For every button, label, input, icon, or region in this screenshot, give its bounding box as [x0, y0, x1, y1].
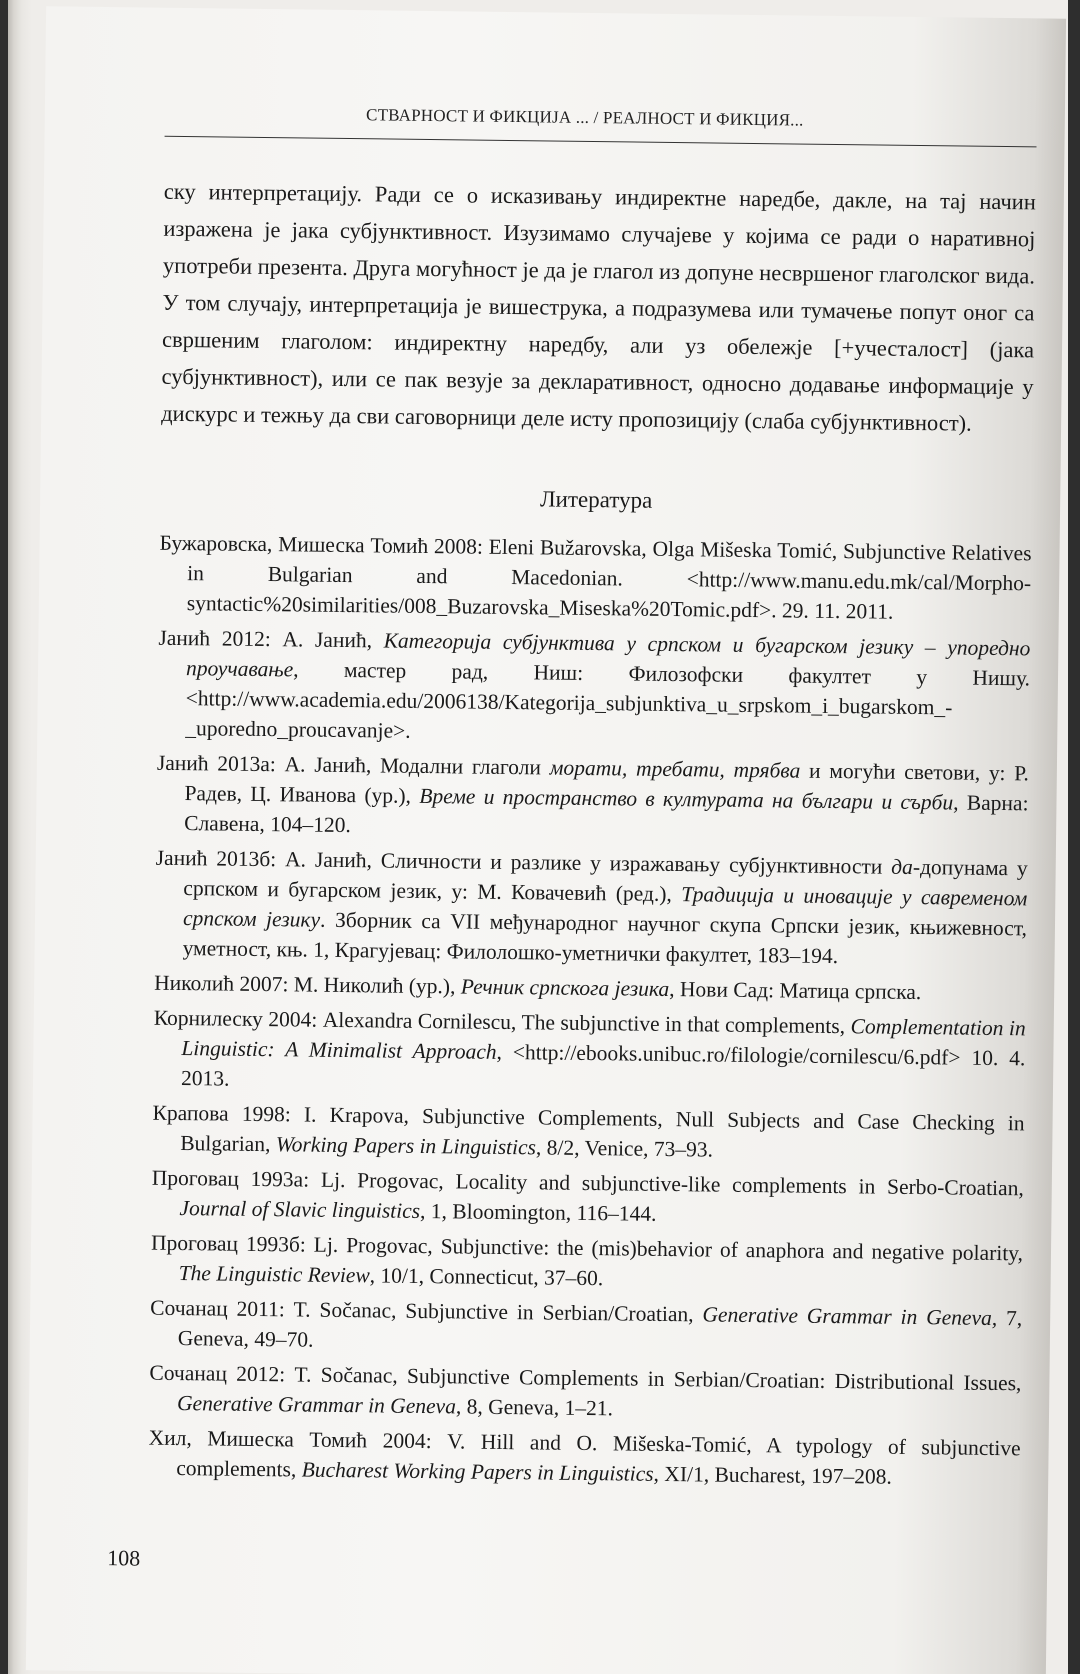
- reference-entry: Николић 2007: М. Николић (ур.), Речник српскога језика, Нови Сад: Матица српска.: [154, 970, 922, 1005]
- reference-entry: Проговац 1993а: Lj. Progovac, Locality and subjunctive-like complements in Serbo-Croatian, Journal of Slavic linguistics, 1, Bloomington, 116–144.: [151, 1165, 1024, 1226]
- reference-entry: Јанић 2013б: А. Јанић, Сличности и разлике у изражавању субјунктивности да-допунама у српском и бугарском језик, у: М. Ковачевић (ред.), Традиција и иновације у савременом српском језику. Зборник са VII међународног научног скупа Српски језик, књижевност, уметност, књ. 1, Крагујевац: Филолошко-уметнички факултет, 183–194.: [155, 845, 1028, 969]
- reference-entry: Корнилеску 2004: Alexandra Cornilescu, The subjunctive in that complements, Complementation in Linguistic: A Minimalist Approach, <http://ebooks.unibuc.ro/filologie/cornilescu/6.pdf> 10. 4. 2013.: [153, 1005, 1026, 1091]
- book-page: [26, 6, 1066, 1674]
- reference-entry: Јанић 2012: А. Јанић, Категорија субјунктива у српском и бугарском језику – упоредно проучавање, мастер рад, Ниш: Филозофски факултет у Нишу. <http://www.academia.edu/2006138/Kategorija_subjunktiva_u_srpskom_i_bugarskom_-_uporedno_proucavanje>.: [158, 625, 1031, 743]
- page-number: 108: [107, 1545, 141, 1571]
- body-paragraph: ску интерпретацију. Ради се о исказивању индиректне наредбе, дакле, на тај начин изражена је јака субјунктивност. Изузимамо случајеве у којима се ради о наративној употреби презента. Друга могућност је да је глагол из допуне несвршеног глаголског вида. У том случају, интерпретација је вишеструка, а подразумева или тумачење попут оног са свршеним глаголом: индиректну наредбу, али уз обележје [+учесталост] (јака субјунктивност), или се пак везује за декларативност, односно додавање информације у дискурс и тежњу да сви саговорници деле исту пропозицију (слаба субјунктивност).: [161, 178, 1036, 436]
- header-rule: [165, 136, 1037, 148]
- reference-entry: Сочанац 2011: T. Sočanac, Subjunctive in Serbian/Croatian, Generative Grammar in Geneva, 7, Geneva, 49–70.: [150, 1295, 1023, 1352]
- reference-entry: Јанић 2013а: А. Јанић, Модални глаголи морати, требати, трябва и могући светови, у: Р. Радев, Ц. Иванова (ур.), Време и пространство в културата на българи и сърби, Варна: Славена, 104–120.: [156, 750, 1030, 838]
- reference-entry: Бужаровска, Мишеска Томић 2008: Eleni Bužarovska, Olga Mišeska Tomić, Subjunctive Relatives in Bulgarian and Macedonian. <http://www.manu.edu.mk/cal/Morpho-syntactic%20similarities/008_Buzarovska_Miseska%20Tomic.pdf>. 29. 11. 2011.: [159, 530, 1032, 624]
- reference-entry: Хил, Мишеска Томић 2004: V. Hill and O. Mišeska-Tomić, A typology of subjunctive complements, Bucharest Working Papers in Linguistics, XI/1, Bucharest, 197–208.: [148, 1425, 1021, 1489]
- reference-entry: Крапова 1998: I. Krapova, Subjunctive Complements, Null Subjects and Case Checking in Bulgarian, Working Papers in Linguistics, 8/2, Venice, 73–93.: [152, 1100, 1025, 1162]
- reference-entry: Сочанац 2012: T. Sočanac, Subjunctive Complements in Serbian/Croatian: Distributional Issues, Generative Grammar in Geneva, 8, Geneva, 1–21.: [149, 1360, 1022, 1421]
- section-title: Литература: [539, 486, 653, 513]
- reference-entry: Проговац 1993б: Lj. Progovac, Subjunctive: the (mis)behavior of anaphora and negative polarity, The Linguistic Review, 10/1, Connecticut, 37–60.: [150, 1230, 1024, 1291]
- running-head: СТВАРНОСТ И ФИКЦИЈА ... / РЕАЛНОСТ И ФИКЦИЯ...: [365, 105, 804, 130]
- reference-list: [148, 528, 1032, 1499]
